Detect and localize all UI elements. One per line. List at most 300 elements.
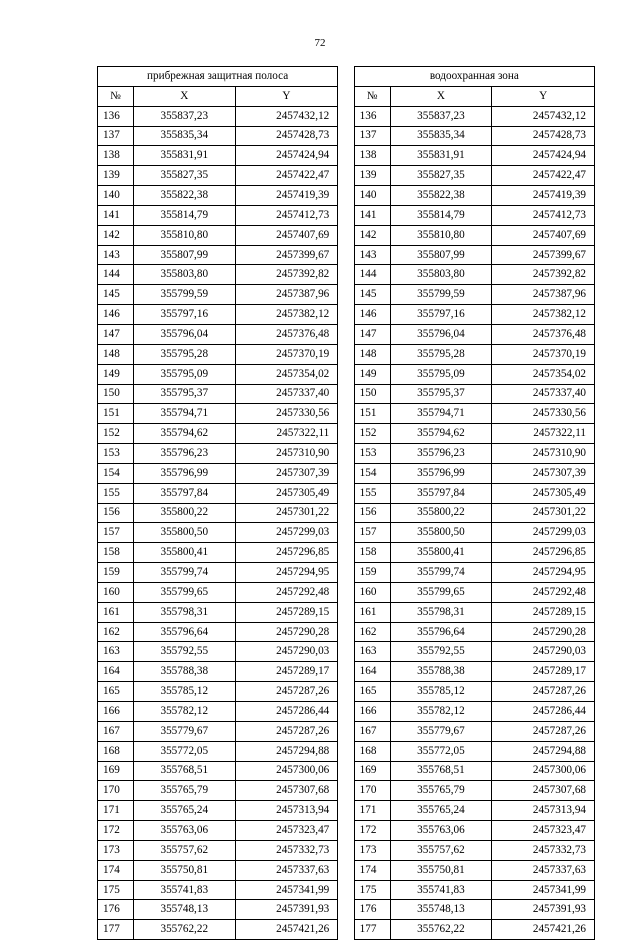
column-gap (338, 344, 354, 364)
left-x-coordinate: 355757,62 (133, 840, 235, 860)
right-point-number: 161 (354, 602, 390, 622)
left-y-coordinate: 2457424,94 (235, 146, 338, 166)
table-row (98, 384, 595, 404)
left-point-number: 139 (98, 166, 134, 186)
right-x-coordinate: 355799,65 (390, 582, 492, 602)
left-y-coordinate: 2457289,17 (235, 662, 338, 682)
column-gap (338, 662, 354, 682)
left-x-coordinate: 355795,28 (133, 344, 235, 364)
right-y-coordinate: 2457294,88 (492, 741, 595, 761)
left-y-coordinate: 2457376,48 (235, 324, 338, 344)
left-x-coordinate: 355835,34 (133, 126, 235, 146)
left-point-number: 147 (98, 324, 134, 344)
column-gap (338, 543, 354, 563)
left-y-coordinate: 2457310,90 (235, 444, 338, 464)
right-y-coordinate: 2457412,73 (492, 205, 595, 225)
table-row (98, 463, 595, 483)
column-gap (338, 900, 354, 920)
left-x-coordinate: 355814,79 (133, 205, 235, 225)
left-x-coordinate: 355807,99 (133, 245, 235, 265)
left-y-coordinate: 2457286,44 (235, 702, 338, 722)
right-x-coordinate: 355800,41 (390, 543, 492, 563)
right-point-number: 169 (354, 761, 390, 781)
left-x-coordinate: 355796,23 (133, 444, 235, 464)
right-y-coordinate: 2457399,67 (492, 245, 595, 265)
left-point-number: 141 (98, 205, 134, 225)
left-y-coordinate: 2457391,93 (235, 900, 338, 920)
right-x-coordinate: 355779,67 (390, 721, 492, 741)
right-x-coordinate: 355814,79 (390, 205, 492, 225)
column-gap (338, 265, 354, 285)
column-gap (338, 622, 354, 642)
left-point-number: 169 (98, 761, 134, 781)
right-y-coordinate: 2457289,15 (492, 602, 595, 622)
right-x-coordinate: 355788,38 (390, 662, 492, 682)
column-gap (338, 424, 354, 444)
right-x-coordinate: 355795,28 (390, 344, 492, 364)
table-row (98, 245, 595, 265)
coordinates-table (97, 66, 595, 940)
table-row (98, 860, 595, 880)
left-y-coordinate: 2457387,96 (235, 285, 338, 305)
right-point-number: 147 (354, 324, 390, 344)
right-point-number: 156 (354, 503, 390, 523)
left-point-number: 148 (98, 344, 134, 364)
table-row (98, 582, 595, 602)
right-x-coordinate: 355772,05 (390, 741, 492, 761)
right-point-number: 151 (354, 404, 390, 424)
column-gap (338, 503, 354, 523)
table-row (98, 602, 595, 622)
column-gap (338, 642, 354, 662)
right-x-coordinate: 355794,71 (390, 404, 492, 424)
right-y-coordinate: 2457292,48 (492, 582, 595, 602)
right-y-coordinate: 2457341,99 (492, 880, 595, 900)
column-gap (338, 444, 354, 464)
right-y-coordinate: 2457300,06 (492, 761, 595, 781)
table-row (98, 840, 595, 860)
column-gap (338, 682, 354, 702)
left-x-coordinate: 355762,22 (133, 920, 235, 940)
section-title-row (98, 67, 595, 87)
left-point-number: 151 (98, 404, 134, 424)
left-x-coordinate: 355799,59 (133, 285, 235, 305)
left-point-number: 145 (98, 285, 134, 305)
right-point-number: 170 (354, 781, 390, 801)
left-x-coordinate: 355782,12 (133, 702, 235, 722)
left-x-coordinate: 355794,62 (133, 424, 235, 444)
right-x-coordinate: 355782,12 (390, 702, 492, 722)
left-x-coordinate: 355779,67 (133, 721, 235, 741)
right-x-coordinate: 355822,38 (390, 186, 492, 206)
right-y-coordinate: 2457421,26 (492, 920, 595, 940)
left-y-coordinate: 2457382,12 (235, 305, 338, 325)
column-gap (338, 146, 354, 166)
left-point-number: 142 (98, 225, 134, 245)
table-row (98, 364, 595, 384)
right-point-number: 167 (354, 721, 390, 741)
right-point-number: 145 (354, 285, 390, 305)
right-point-number: 165 (354, 682, 390, 702)
right-y-coordinate: 2457337,40 (492, 384, 595, 404)
right-x-coordinate: 355798,31 (390, 602, 492, 622)
column-gap (338, 166, 354, 186)
left-x-coordinate: 355837,23 (133, 106, 235, 126)
left-point-number: 156 (98, 503, 134, 523)
left-y-coordinate: 2457322,11 (235, 424, 338, 444)
table-row (98, 900, 595, 920)
right-x-coordinate: 355765,79 (390, 781, 492, 801)
right-x-coordinate: 355785,12 (390, 682, 492, 702)
left-point-number: 161 (98, 602, 134, 622)
left-point-number: 154 (98, 463, 134, 483)
table-row (98, 225, 595, 245)
column-gap (338, 205, 354, 225)
right-y-header: Y (492, 86, 595, 106)
column-gap (338, 404, 354, 424)
right-x-coordinate: 355763,06 (390, 821, 492, 841)
left-y-coordinate: 2457290,03 (235, 642, 338, 662)
table-row (98, 920, 595, 940)
table-row (98, 344, 595, 364)
left-y-coordinate: 2457313,94 (235, 801, 338, 821)
right-y-coordinate: 2457307,39 (492, 463, 595, 483)
left-point-number: 160 (98, 582, 134, 602)
left-point-number: 137 (98, 126, 134, 146)
column-gap (338, 563, 354, 583)
left-x-coordinate: 355748,13 (133, 900, 235, 920)
right-y-coordinate: 2457296,85 (492, 543, 595, 563)
right-point-number: 158 (354, 543, 390, 563)
right-y-coordinate: 2457310,90 (492, 444, 595, 464)
left-y-coordinate: 2457290,28 (235, 622, 338, 642)
right-y-coordinate: 2457287,26 (492, 721, 595, 741)
left-point-number: 165 (98, 682, 134, 702)
left-y-coordinate: 2457407,69 (235, 225, 338, 245)
right-x-coordinate: 355827,35 (390, 166, 492, 186)
left-y-coordinate: 2457392,82 (235, 265, 338, 285)
left-x-coordinate: 355797,16 (133, 305, 235, 325)
table-row (98, 106, 595, 126)
column-gap (338, 602, 354, 622)
right-y-coordinate: 2457354,02 (492, 364, 595, 384)
left-x-coordinate: 355765,79 (133, 781, 235, 801)
right-point-number: 144 (354, 265, 390, 285)
left-point-number: 155 (98, 483, 134, 503)
table-row (98, 285, 595, 305)
right-y-coordinate: 2457382,12 (492, 305, 595, 325)
left-y-coordinate: 2457337,40 (235, 384, 338, 404)
column-gap (338, 920, 354, 940)
right-y-coordinate: 2457392,82 (492, 265, 595, 285)
left-point-number: 149 (98, 364, 134, 384)
right-point-number: 173 (354, 840, 390, 860)
right-y-coordinate: 2457419,39 (492, 186, 595, 206)
right-y-coordinate: 2457330,56 (492, 404, 595, 424)
left-y-coordinate: 2457292,48 (235, 582, 338, 602)
left-x-coordinate: 355796,04 (133, 324, 235, 344)
right-y-coordinate: 2457286,44 (492, 702, 595, 722)
right-y-coordinate: 2457407,69 (492, 225, 595, 245)
table-row (98, 424, 595, 444)
table-row (98, 563, 595, 583)
left-point-number: 177 (98, 920, 134, 940)
right-y-coordinate: 2457307,68 (492, 781, 595, 801)
table-row (98, 324, 595, 344)
right-x-coordinate: 355757,62 (390, 840, 492, 860)
left-x-coordinate: 355765,24 (133, 801, 235, 821)
right-y-coordinate: 2457376,48 (492, 324, 595, 344)
right-point-number: 150 (354, 384, 390, 404)
left-y-coordinate: 2457300,06 (235, 761, 338, 781)
right-x-coordinate: 355800,22 (390, 503, 492, 523)
right-point-number: 154 (354, 463, 390, 483)
table-row (98, 622, 595, 642)
left-y-coordinate: 2457332,73 (235, 840, 338, 860)
left-point-number: 153 (98, 444, 134, 464)
right-y-coordinate: 2457305,49 (492, 483, 595, 503)
right-point-number: 143 (354, 245, 390, 265)
left-y-coordinate: 2457287,26 (235, 721, 338, 741)
right-x-coordinate: 355795,09 (390, 364, 492, 384)
right-y-coordinate: 2457313,94 (492, 801, 595, 821)
right-point-number: 174 (354, 860, 390, 880)
left-point-number: 136 (98, 106, 134, 126)
right-y-coordinate: 2457391,93 (492, 900, 595, 920)
right-y-coordinate: 2457387,96 (492, 285, 595, 305)
left-section-title: прибрежная защитная полоса (98, 67, 338, 87)
right-x-coordinate: 355803,80 (390, 265, 492, 285)
column-gap (338, 186, 354, 206)
left-y-coordinate: 2457422,47 (235, 166, 338, 186)
table-row (98, 543, 595, 563)
left-y-coordinate: 2457341,99 (235, 880, 338, 900)
column-gap (338, 702, 354, 722)
right-y-coordinate: 2457332,73 (492, 840, 595, 860)
right-point-number: 163 (354, 642, 390, 662)
column-gap (338, 225, 354, 245)
column-gap (338, 483, 354, 503)
right-x-coordinate: 355768,51 (390, 761, 492, 781)
right-x-coordinate: 355750,81 (390, 860, 492, 880)
left-y-coordinate: 2457330,56 (235, 404, 338, 424)
right-x-coordinate: 355837,23 (390, 106, 492, 126)
right-y-coordinate: 2457294,95 (492, 563, 595, 583)
right-num-header: № (354, 86, 390, 106)
left-x-coordinate: 355763,06 (133, 821, 235, 841)
table-row (98, 801, 595, 821)
right-point-number: 172 (354, 821, 390, 841)
left-x-coordinate: 355785,12 (133, 682, 235, 702)
right-point-number: 171 (354, 801, 390, 821)
right-point-number: 142 (354, 225, 390, 245)
left-x-coordinate: 355796,64 (133, 622, 235, 642)
left-x-coordinate: 355822,38 (133, 186, 235, 206)
left-x-coordinate: 355795,37 (133, 384, 235, 404)
left-x-coordinate: 355810,80 (133, 225, 235, 245)
left-point-number: 173 (98, 840, 134, 860)
column-gap (338, 582, 354, 602)
left-point-number: 144 (98, 265, 134, 285)
right-x-coordinate: 355797,16 (390, 305, 492, 325)
left-x-coordinate: 355795,09 (133, 364, 235, 384)
table-row (98, 205, 595, 225)
right-point-number: 166 (354, 702, 390, 722)
table-row (98, 166, 595, 186)
left-point-number: 158 (98, 543, 134, 563)
left-y-coordinate: 2457301,22 (235, 503, 338, 523)
left-y-header: Y (235, 86, 338, 106)
right-x-coordinate: 355797,84 (390, 483, 492, 503)
column-gap (338, 523, 354, 543)
column-gap (338, 761, 354, 781)
left-x-coordinate: 355768,51 (133, 761, 235, 781)
right-y-coordinate: 2457290,28 (492, 622, 595, 642)
table-row (98, 702, 595, 722)
table-row (98, 880, 595, 900)
right-x-coordinate: 355765,24 (390, 801, 492, 821)
left-y-coordinate: 2457299,03 (235, 523, 338, 543)
left-x-coordinate: 355750,81 (133, 860, 235, 880)
right-point-number: 177 (354, 920, 390, 940)
left-point-number: 162 (98, 622, 134, 642)
left-y-coordinate: 2457354,02 (235, 364, 338, 384)
left-x-coordinate: 355803,80 (133, 265, 235, 285)
table-row (98, 682, 595, 702)
left-x-coordinate: 355799,65 (133, 582, 235, 602)
left-x-coordinate: 355831,91 (133, 146, 235, 166)
right-x-coordinate: 355799,74 (390, 563, 492, 583)
left-x-coordinate: 355800,50 (133, 523, 235, 543)
left-y-coordinate: 2457307,68 (235, 781, 338, 801)
column-gap (338, 86, 354, 106)
left-point-number: 172 (98, 821, 134, 841)
table-row (98, 761, 595, 781)
left-y-coordinate: 2457337,63 (235, 860, 338, 880)
right-x-header: X (390, 86, 492, 106)
right-section-title: водоохранная зона (354, 67, 594, 87)
left-x-coordinate: 355772,05 (133, 741, 235, 761)
right-y-coordinate: 2457289,17 (492, 662, 595, 682)
right-point-number: 153 (354, 444, 390, 464)
left-y-coordinate: 2457399,67 (235, 245, 338, 265)
left-point-number: 150 (98, 384, 134, 404)
left-x-coordinate: 355799,74 (133, 563, 235, 583)
left-x-coordinate: 355797,84 (133, 483, 235, 503)
left-point-number: 164 (98, 662, 134, 682)
right-y-coordinate: 2457301,22 (492, 503, 595, 523)
table-row (98, 126, 595, 146)
right-point-number: 137 (354, 126, 390, 146)
right-y-coordinate: 2457290,03 (492, 642, 595, 662)
left-point-number: 170 (98, 781, 134, 801)
left-point-number: 140 (98, 186, 134, 206)
table-row (98, 305, 595, 325)
right-point-number: 149 (354, 364, 390, 384)
left-point-number: 143 (98, 245, 134, 265)
left-y-coordinate: 2457412,73 (235, 205, 338, 225)
column-gap (338, 781, 354, 801)
column-gap (338, 741, 354, 761)
right-point-number: 139 (354, 166, 390, 186)
right-y-coordinate: 2457432,12 (492, 106, 595, 126)
column-gap (338, 721, 354, 741)
right-y-coordinate: 2457287,26 (492, 682, 595, 702)
right-y-coordinate: 2457322,11 (492, 424, 595, 444)
right-x-coordinate: 355796,04 (390, 324, 492, 344)
column-gap (338, 801, 354, 821)
left-x-coordinate: 355798,31 (133, 602, 235, 622)
left-point-number: 171 (98, 801, 134, 821)
left-point-number: 138 (98, 146, 134, 166)
right-point-number: 146 (354, 305, 390, 325)
right-point-number: 140 (354, 186, 390, 206)
left-y-coordinate: 2457419,39 (235, 186, 338, 206)
table-row (98, 741, 595, 761)
column-gap (338, 245, 354, 265)
left-x-coordinate: 355800,22 (133, 503, 235, 523)
right-y-coordinate: 2457323,47 (492, 821, 595, 841)
left-point-number: 152 (98, 424, 134, 444)
right-point-number: 148 (354, 344, 390, 364)
left-y-coordinate: 2457294,88 (235, 741, 338, 761)
left-point-number: 163 (98, 642, 134, 662)
left-x-header: X (133, 86, 235, 106)
right-point-number: 155 (354, 483, 390, 503)
right-x-coordinate: 355796,99 (390, 463, 492, 483)
table-row (98, 404, 595, 424)
column-gap (338, 106, 354, 126)
right-point-number: 159 (354, 563, 390, 583)
table-row (98, 781, 595, 801)
left-y-coordinate: 2457428,73 (235, 126, 338, 146)
right-x-coordinate: 355762,22 (390, 920, 492, 940)
left-x-coordinate: 355827,35 (133, 166, 235, 186)
left-x-coordinate: 355796,99 (133, 463, 235, 483)
table-row (98, 444, 595, 464)
right-point-number: 157 (354, 523, 390, 543)
table-row (98, 483, 595, 503)
right-x-coordinate: 355810,80 (390, 225, 492, 245)
right-point-number: 136 (354, 106, 390, 126)
column-gap (338, 285, 354, 305)
column-gap (338, 305, 354, 325)
right-point-number: 162 (354, 622, 390, 642)
right-y-coordinate: 2457422,47 (492, 166, 595, 186)
page-number: 72 (314, 37, 326, 49)
column-gap (338, 821, 354, 841)
right-point-number: 152 (354, 424, 390, 444)
column-gap (338, 126, 354, 146)
right-x-coordinate: 355741,83 (390, 880, 492, 900)
table-row (98, 186, 595, 206)
right-point-number: 138 (354, 146, 390, 166)
left-x-coordinate: 355741,83 (133, 880, 235, 900)
left-x-coordinate: 355792,55 (133, 642, 235, 662)
table-row (98, 503, 595, 523)
left-y-coordinate: 2457287,26 (235, 682, 338, 702)
left-x-coordinate: 355800,41 (133, 543, 235, 563)
right-y-coordinate: 2457424,94 (492, 146, 595, 166)
left-y-coordinate: 2457421,26 (235, 920, 338, 940)
right-y-coordinate: 2457370,19 (492, 344, 595, 364)
table-row (98, 821, 595, 841)
left-point-number: 157 (98, 523, 134, 543)
right-x-coordinate: 355799,59 (390, 285, 492, 305)
right-y-coordinate: 2457428,73 (492, 126, 595, 146)
right-point-number: 164 (354, 662, 390, 682)
right-x-coordinate: 355835,34 (390, 126, 492, 146)
